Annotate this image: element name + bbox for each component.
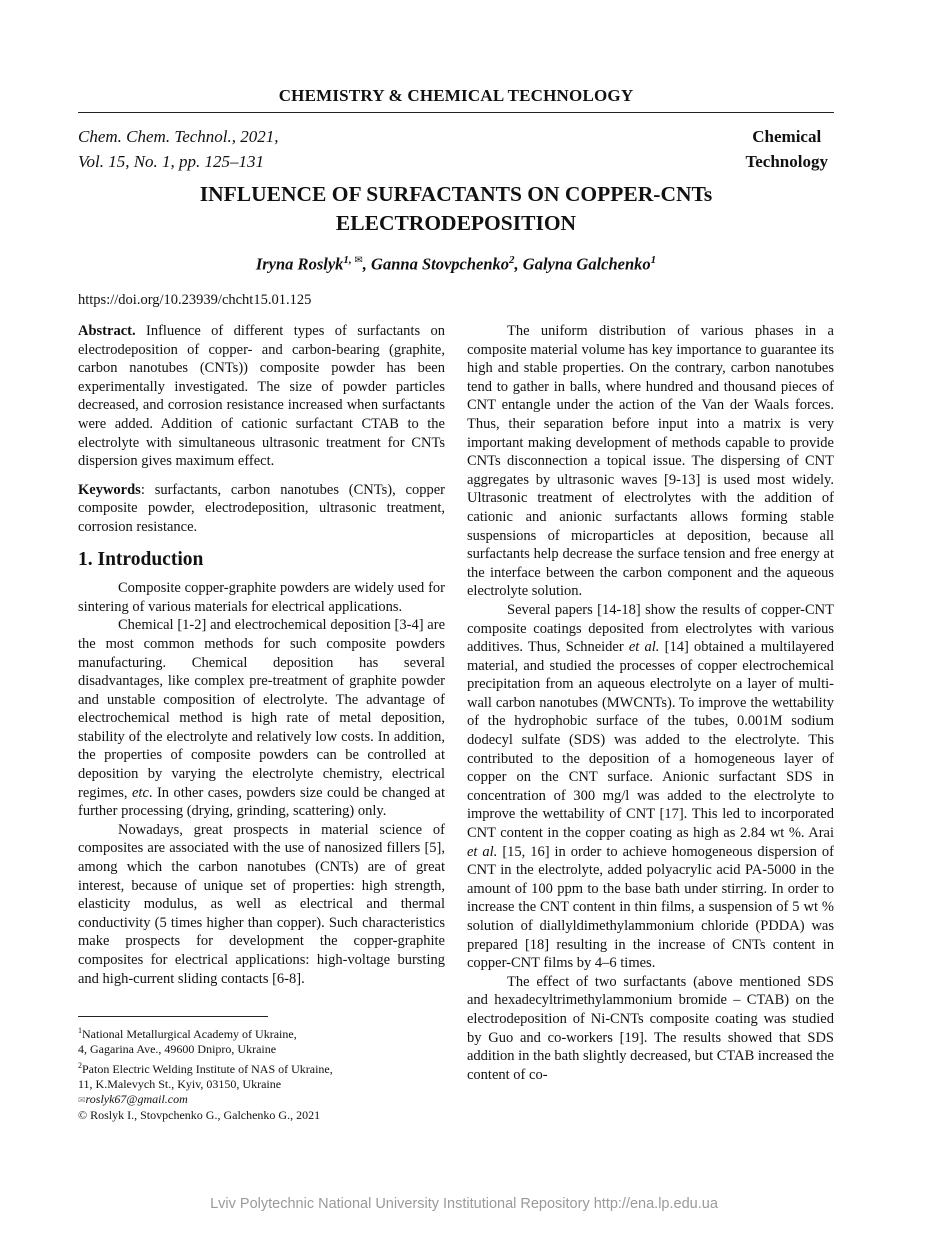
title-line-2: ELECTRODEPOSITION — [335, 211, 577, 235]
author-affiliation: 2 — [509, 254, 515, 266]
right-column — [467, 322, 834, 1084]
repository-footer: Lviv Polytechnic National University Institutional Repository http://ena.lp.edu.ua — [210, 1196, 718, 1212]
paragraph: The effect of two surfactants (above mentioned SDS and hexadecyltrimethylammonium bromide – CTAB) on the electrodeposition of Ni-CNTs composite coating was studied by Guo and co-workers [19]. The results showed that SDS addition in the bath slightly decreased, but CTAB increased the content of co- — [467, 973, 834, 1083]
keywords-text: : surfactants, carbon nanotubes (CNTs), copper composite powder, electrodeposition, ultrasonic treatment, corrosion resistance. — [78, 481, 445, 535]
paragraph: The uniform distribution of various phases in a composite material volume has key importance to guarantee its high and stable properties. On the contrary, carbon nanotubes tend to gather in balls, where hundred and thousand pieces of CNT entangle under the action of the Van der Waals forces. Thus, their separation before input into a matrix is very important making development of methods capable to provide CNTs disconnection a topical issue. The dispersing of CNT aggregates by ultrasonic waves [9-13] is used most widely. Ultrasonic treatment of electrolytes with the addition of cationic and anionic surfactants allows forming stable suspensions of microparticles at deposition, because all surfactants help decrease the surface tension and free energy at the interface between the carbon component and the aqueous electrolyte solution. — [467, 323, 834, 600]
envelope-icon: ✉ — [78, 1095, 86, 1106]
journal-name — [745, 124, 828, 174]
paragraph: Several papers [14-18] show the results of copper-CNT composite coatings deposited from electrolytes with various additives. Thus, Schneider et al. [14] obtained a multilayered material, and studied the processes of copper electrochemical precipitation from an aqueous electrolyte on a layer of multi-wall carbon nanotubes (MWCNTs). To improve the wettability of the hydrophobic surface of the tubes, 0.001M sodium dodecyl sulfate (SDS) was added to the electrolyte. This contributed to the deposition of a homogeneous layer of copper on the CNT surface. Anionic surfactant SDS in concentration of 300 mg/l was added to the electrolyte to improve the wettability of CNT [17]. This led to incorporated CNT content in the copper coating as high as 2.84 wt %. Arai et al. [15, 16] in order to achieve homogeneous dispersion of CNT in the electrolyte, added polyacrylic acid PA-5000 in the amount of 100 ppm to the base bath under stirring. In order to increase the CNT content in thin films, a suspension of 5 wt % solution of diallyldimethylammonium chloride (PDDA) was prepared [18] resulting in the increase of CNTs content in copper-CNT films by 4–6 times. — [467, 601, 834, 972]
affiliation-1: $^1$National Metallurgical Academy of Ukraine, — [78, 1026, 297, 1041]
journal-header: CHEMISTRY & CHEMICAL TECHNOLOGY — [78, 86, 834, 113]
abstract-text: Influence of different types of surfactants on electrodeposition of copper- and carbon-bearing (graphite, carbon nanotubes (CNTs)) composite powder has been experimentally investigated. The size of powder particles decreased, and corrosion resistance increased when surfactants were added. Addition of cationic surfactant CTAB to the electrolyte with simultaneous ultrasonic treatment for CNTs dispersion gives maximum effect. — [78, 323, 446, 470]
left-column — [78, 322, 445, 988]
author-affiliation: 1 — [650, 254, 657, 266]
affiliation-2-address: 11, K.Malevych St., Kyiv, 03150, Ukraine — [78, 1076, 282, 1091]
title-line-1: INFLUENCE OF SURFACTANTS ON COPPER-CNTs — [199, 182, 713, 206]
journal-name-line-1: Chemical — [752, 127, 822, 146]
abstract-label: Abstract. — [78, 323, 136, 339]
copyright: © Roslyk I., Stovpchenko G., Galchenko G., 2021 — [78, 1108, 321, 1123]
footnote-divider — [78, 1016, 268, 1017]
affiliation-1-address: 4, Gagarina Ave., 49600 Dnipro, Ukraine — [78, 1042, 277, 1057]
footnotes — [78, 1016, 445, 1124]
corresponding-email[interactable]: ✉roslyk67@gmail.com — [78, 1092, 188, 1107]
citation-line-2: Vol. 15, No. 1, pp. 125–131 — [78, 152, 265, 171]
authors: Iryna Roslyk$^{1, ✉}$, Ganna Stovpchenko$^2$, Galyna Galchenko$^1$ — [255, 254, 657, 274]
author-name: Iryna Roslyk — [255, 254, 344, 274]
citation — [78, 124, 279, 174]
keywords — [78, 481, 445, 537]
envelope-icon: ✉ — [354, 255, 363, 266]
keywords-label: Keywords — [78, 481, 141, 498]
paragraph: Chemical [1-2] and electrochemical deposition [3-4] are the most common methods for such composite powders manufacturing. Chemical deposition has several disadvantages, like complex pre-treatment of graphite powder and unstable composition of electrolyte. The advantage of electrochemical method is high rate of metal deposition, stability of the electrolyte and relatively low costs. In addition, the properties of composite powders can be controlled at deposition by varying the electrolyte chemistry, electrical regimes, etc. In other cases, powders size could be changed at further processing (drying, grinding, scattering) only. — [78, 617, 445, 820]
citation-line-1: Chem. Chem. Technol., 2021, — [78, 127, 279, 146]
affiliation-2: $^2$Paton Electric Welding Institute of NAS of Ukraine, — [78, 1060, 333, 1076]
paragraph: Composite copper-graphite powders are widely used for sintering of various materials for electrical applications. — [78, 580, 445, 615]
paragraph: Nowadays, great prospects in material science of composites are associated with the use of nanosized fillers [5], among which the carbon nanotubes (CNTs) are of great interest, because of unique set of properties: high strength, elasticity modulus, as well as electrical and thermal conductivity (5 times higher than copper). Such characteristics make prospects for development the copper-graphite composites for electrical applications: high-voltage bursting and high-current sliding contacts [6-8]. — [78, 821, 445, 987]
author-affiliation: 1, ✉ — [343, 254, 363, 266]
abstract — [78, 322, 445, 471]
author-name: Galyna Galchenko — [522, 254, 651, 274]
doi-link[interactable]: https://doi.org/10.23939/chcht15.01.125 — [78, 292, 312, 308]
journal-name-line-2: Technology — [745, 152, 828, 171]
paper-title — [78, 180, 834, 238]
author-name: Ganna Stovpchenko — [371, 254, 510, 274]
section-heading: 1. Introduction — [78, 548, 204, 570]
